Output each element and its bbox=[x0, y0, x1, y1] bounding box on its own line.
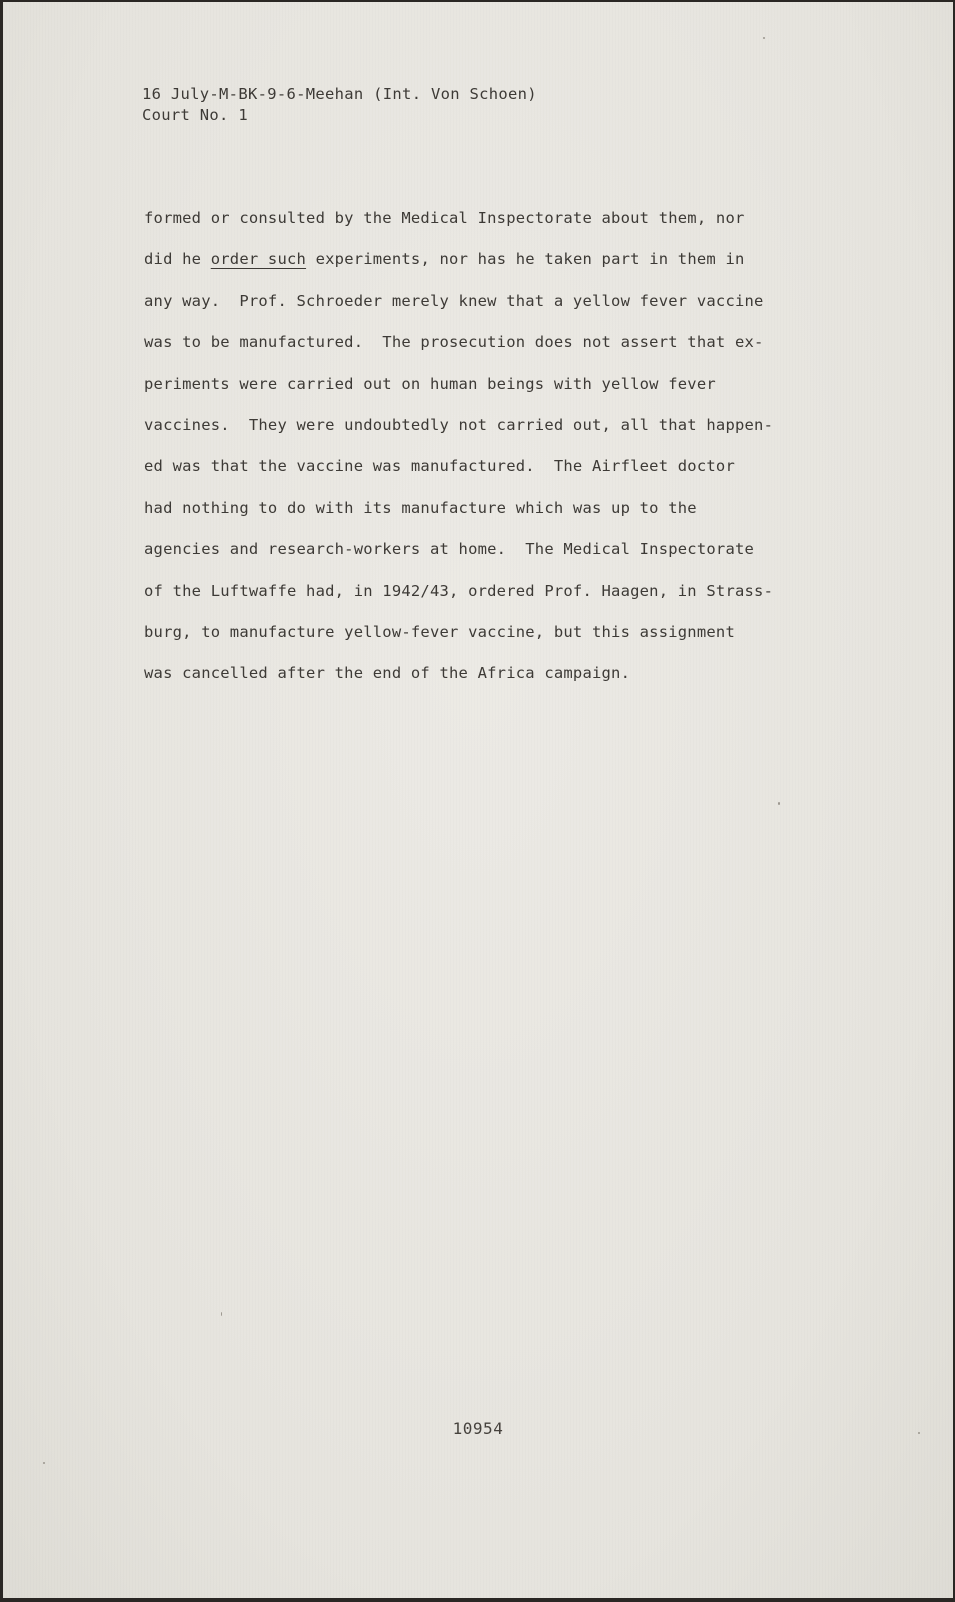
transcript-line: any way. Prof. Schroeder merely knew that a yellow fever vaccine bbox=[144, 291, 764, 310]
page-number: 10954 bbox=[452, 1419, 504, 1438]
transcript-line: agencies and research-workers at home. The Medical Inspectorate bbox=[144, 540, 755, 559]
header-session-line: 16 July-M-BK-9-6-Meehan (Int. Von Schoen) bbox=[142, 85, 537, 103]
line-text: did he bbox=[144, 250, 211, 269]
transcript-line: ed was that the vaccine was manufactured. The Airfleet doctor bbox=[144, 457, 735, 476]
paper-speck bbox=[43, 1462, 45, 1464]
transcript-line: periments were carried out on human beings with yellow fever bbox=[144, 374, 716, 393]
transcript-line: formed or consulted by the Medical Inspectorate about them, nor bbox=[144, 209, 745, 227]
transcript-line bbox=[144, 249, 834, 290]
transcript-line: of the Luftwaffe had, in 1942/43, ordered Prof. Haagen, in Strass- bbox=[144, 581, 774, 600]
transcript-line: burg, to manufacture yellow-fever vaccine, but this assignment bbox=[144, 622, 735, 641]
transcript-line: was cancelled after the end of the Africa campaign. bbox=[144, 664, 631, 683]
transcript-line: vaccines. They were undoubtedly not carried out, all that happen- bbox=[144, 415, 774, 434]
underlined-text: order such bbox=[210, 250, 307, 269]
transcript-body bbox=[144, 208, 834, 705]
header-court-line: Court No. 1 bbox=[142, 106, 248, 124]
document-header bbox=[142, 84, 537, 126]
line-text: experiments, nor has he taken part in them in bbox=[306, 250, 745, 269]
paper-speck bbox=[221, 1312, 222, 1316]
transcript-line: was to be manufactured. The prosecution does not assert that ex- bbox=[144, 333, 764, 352]
document-page bbox=[3, 2, 953, 1598]
paper-speck bbox=[778, 802, 780, 805]
paper-speck bbox=[918, 1432, 920, 1434]
paper-speck bbox=[763, 37, 765, 39]
transcript-line: had nothing to do with its manufacture which was up to the bbox=[144, 498, 697, 517]
